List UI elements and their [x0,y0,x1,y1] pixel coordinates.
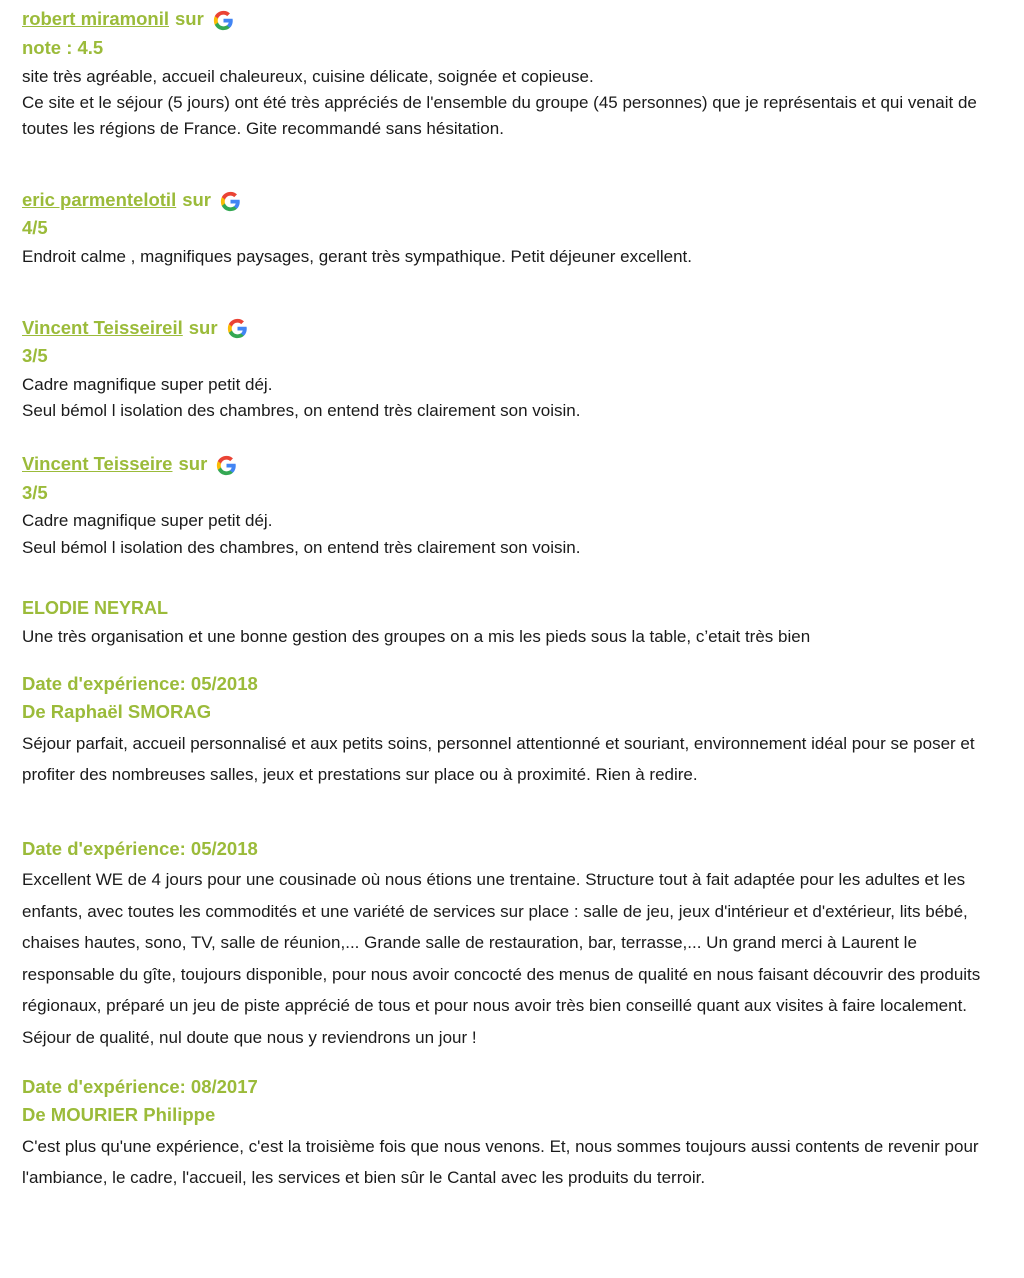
review-item [22,595,1002,650]
review-text-line: Cadre magnifique super petit déj. [22,375,273,395]
review-text [22,728,1002,791]
review-rating: 3/5 [22,345,48,367]
review-source-label: sur [188,316,218,338]
google-icon [227,318,248,339]
review-text [22,64,1002,143]
google-icon [213,10,234,31]
review-text-line: Une très organisation et une bonne gestion des groupes on a mis les pieds sous la table, c’etait très bien [22,627,811,646]
spacer [22,143,1002,187]
review-header [22,315,1002,342]
review-author: Vincent Teisseire [22,452,173,474]
spacer [22,791,1002,835]
review-header [22,187,1002,214]
review-text [22,1131,1002,1194]
review-rating: 3/5 [22,481,48,503]
review-text-line: Séjour parfait, accueil personnalisé et aux petits soins, personnel attentionné et souriant, environnement idéal pour se poser et profiter des nombreuses salles, jeux et prestations sur place ou à proximité. Rien à redire. [22,733,975,785]
spacer [22,561,1002,595]
review-header [22,451,1002,478]
review-header [22,6,1002,33]
review-source-label: sur [182,188,212,210]
review-item [22,1073,1002,1193]
review-item [22,315,1002,425]
review-text-line: Seul bémol l isolation des chambres, on entend très clairement son voisin. [22,537,581,557]
review-text [22,624,1002,650]
review-item [22,6,1002,143]
review-author: De MOURIER Philippe [22,1103,216,1125]
review-item [22,451,1002,561]
review-text-line: site très agréable, accueil chaleureux, cuisine délicate, soignée et copieuse. [22,66,594,86]
experience-date: Date d'expérience: 05/2018 [22,673,258,695]
review-text [22,508,1002,561]
review-item [22,670,1002,790]
experience-date: Date d'expérience: 05/2018 [22,837,258,859]
review-author: De Raphaël SMORAG [22,701,212,723]
review-source-label: sur [178,452,208,474]
review-text-line: Endroit calme , magnifiques paysages, gerant très sympathique. Petit déjeuner excellent. [22,247,692,267]
review-item [22,187,1002,271]
spacer [22,425,1002,451]
google-icon [220,191,241,212]
review-text-line: Excellent WE de 4 jours pour une cousinade où nous étions une trentaine. Structure tout à fait adaptée pour les adultes et les enfants, avec toutes les commodités et une variété de services sur place : salle de jeu, jeux d'intérieur et d'extérieur, lits bébé, chaises hautes, sono, TV, salle de réunion,... Grande salle de restauration, bar, terrasse,... Un grand merci à Laurent le responsable du gîte, toujours disponible, pour nous avoir concocté des menus de qualité en nous faisant découvrir des produits régionaux, préparé un jeu de piste apprécié de tous et pour nous avoir très bien conseillé quant aux visites à faire localement. Séjour de qualité, nul doute que nous y reviendrons un jour ! [22,870,981,1047]
review-author: robert miramonil [22,8,169,29]
spacer [22,650,1002,670]
review-text-line: Cadre magnifique super petit déj. [22,511,273,531]
review-text [22,372,1002,425]
spacer [22,1053,1002,1073]
spacer [22,271,1002,315]
review-source-label: sur [175,8,204,29]
review-text [22,244,1002,270]
google-icon [216,455,237,476]
review-text-line: C'est plus qu'une expérience, c'est la troisième fois que nous venons. Et, nous sommes toujours aussi contents de revenir pour l'ambiance, le cadre, l'accueil, les services et bien sûr le Cantal avec les produits du terroir. [22,1136,979,1188]
experience-date: Date d'expérience: 08/2017 [22,1076,258,1098]
review-text-line: Seul bémol l isolation des chambres, on entend très clairement son voisin. [22,401,581,421]
review-rating: 4/5 [22,217,48,239]
review-text-line: Ce site et le séjour (5 jours) ont été très appréciés de l'ensemble du groupe (45 personnes) que je représentais et qui venait de toutes les régions de France. Gite recommandé sans hésitation. [22,92,977,139]
review-rating: note : 4.5 [22,36,104,58]
review-author: ELODIE NEYRAL [22,598,169,618]
review-item [22,835,1002,1053]
review-author: Vincent Teisseireil [22,316,183,338]
review-author: eric parmentelotil [22,188,177,210]
review-text [22,864,1002,1053]
